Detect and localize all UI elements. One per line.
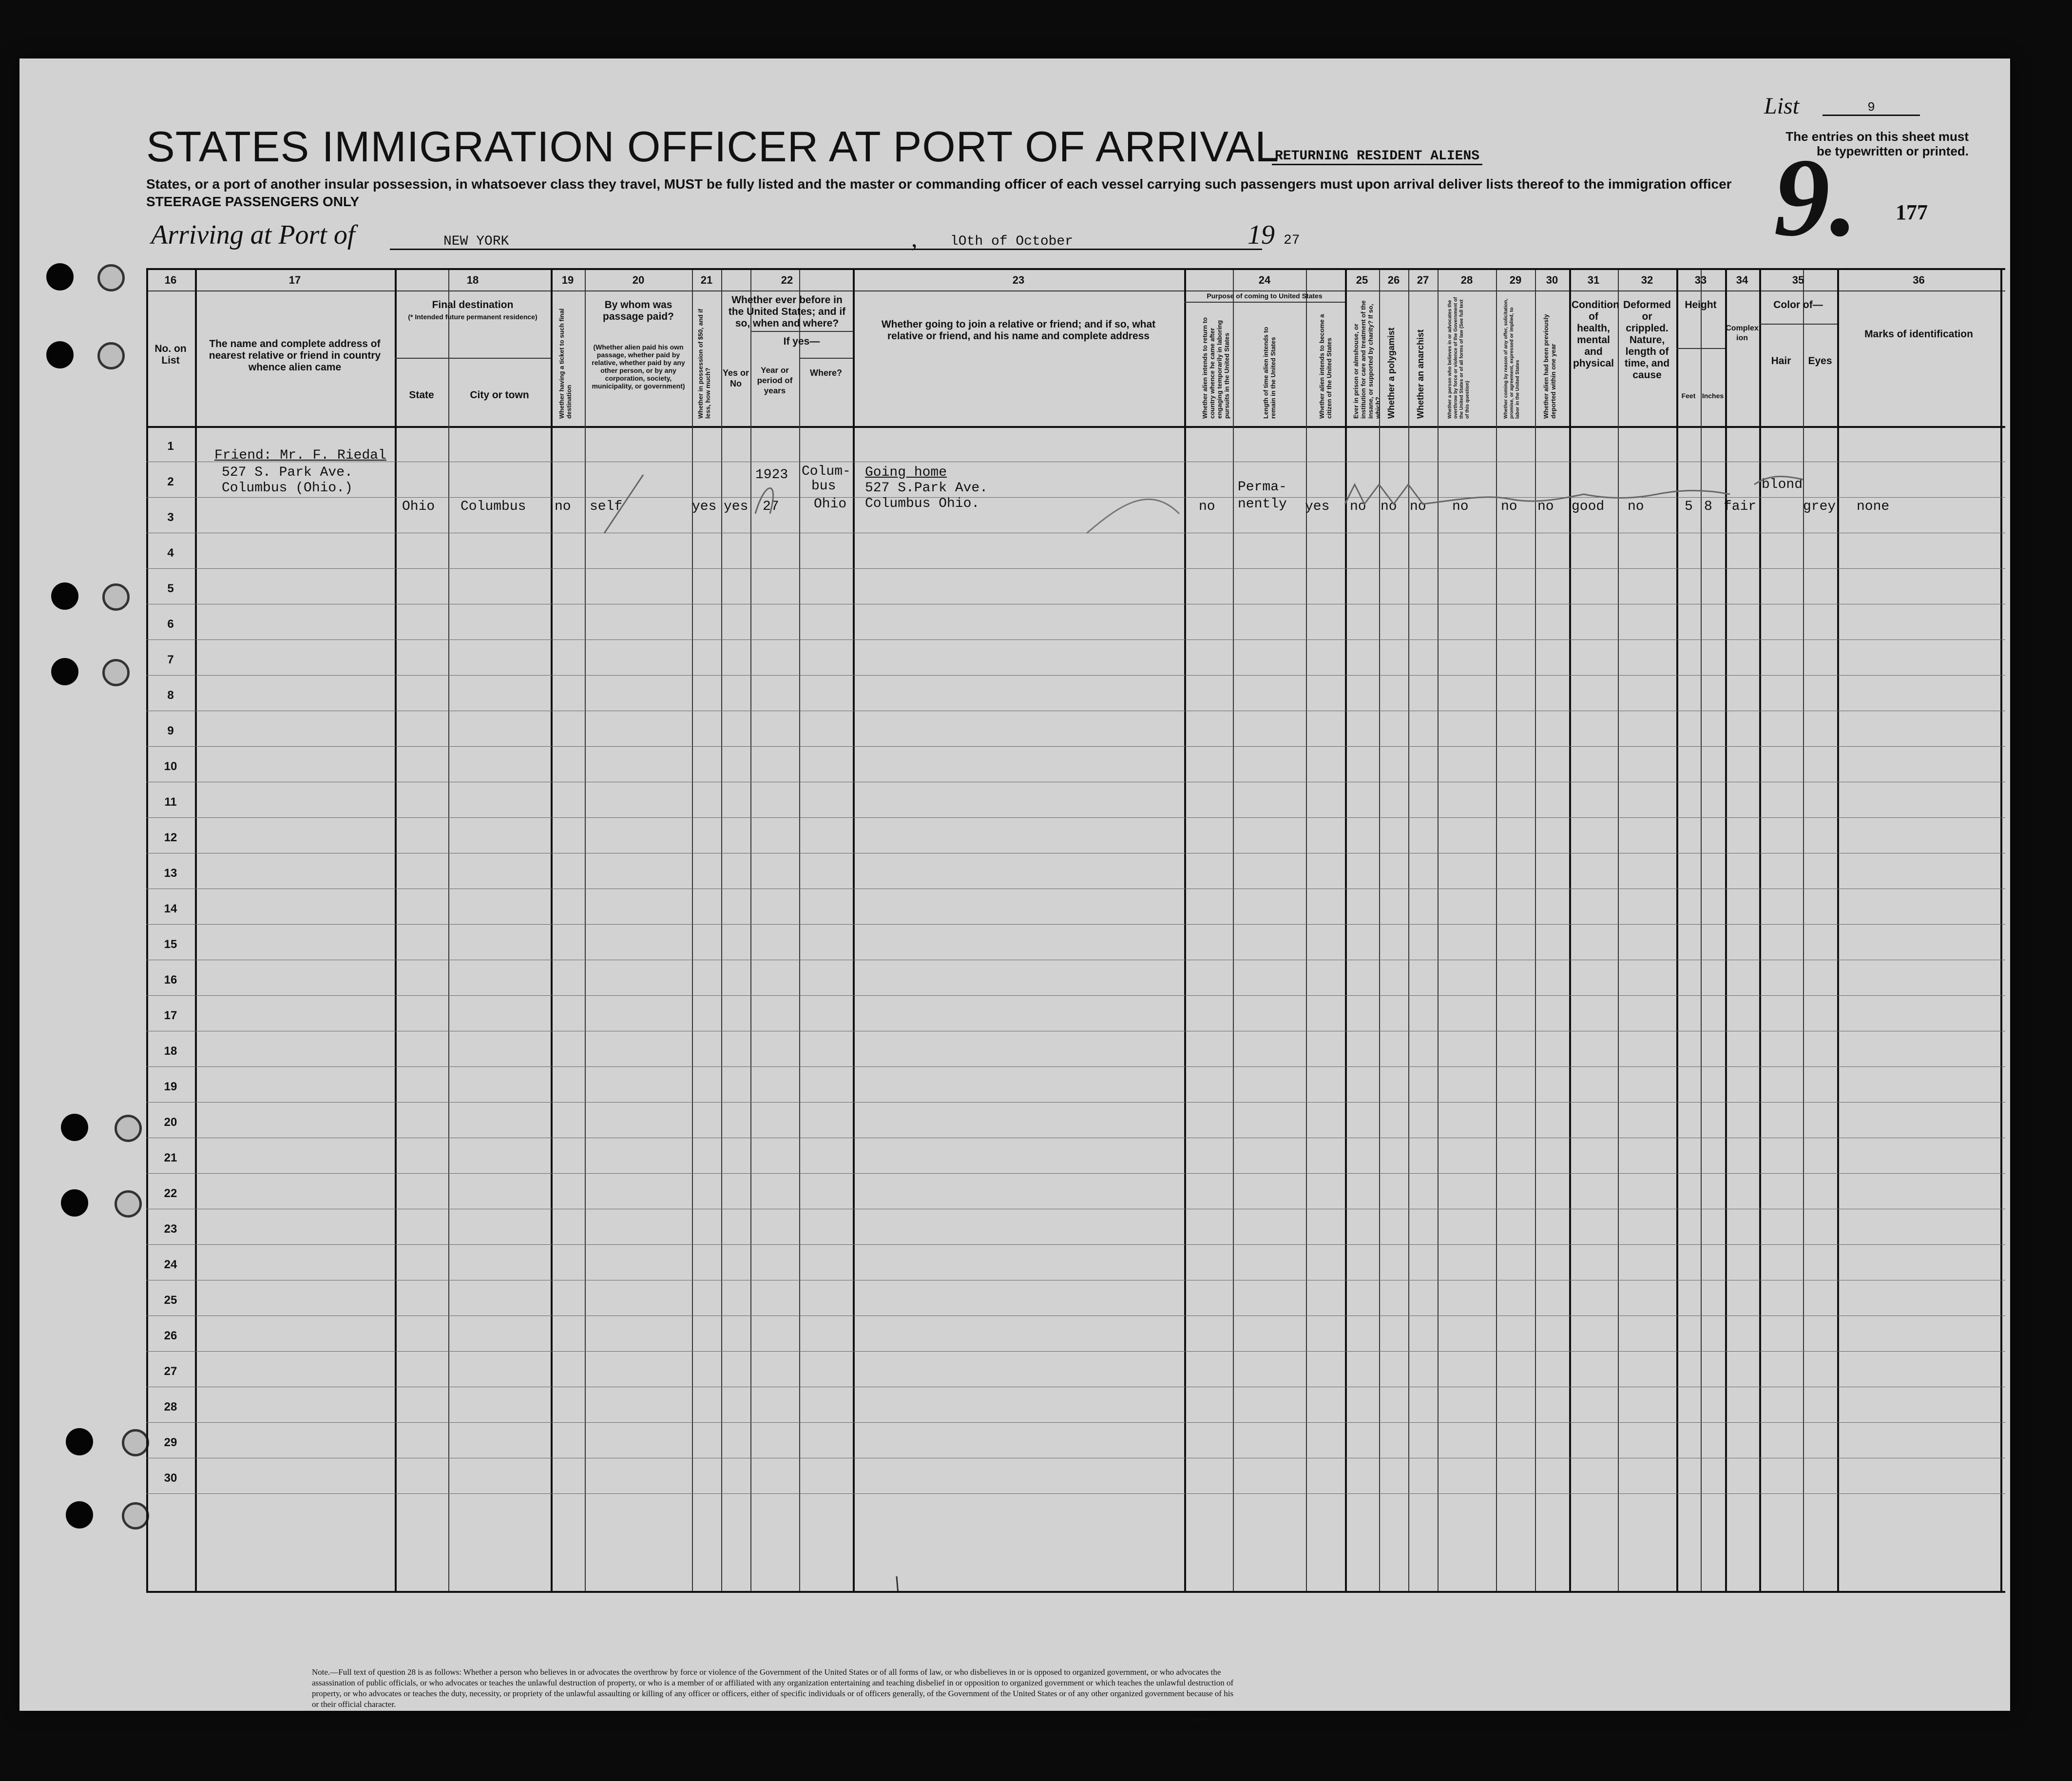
sheet-number: 177 <box>1896 200 1928 224</box>
reinforcement-ring <box>122 1429 149 1456</box>
colnum-27: 27 <box>1417 274 1429 286</box>
header-year: Year or period of years <box>757 366 793 395</box>
colnum-17: 17 <box>288 274 301 286</box>
deported-value: no <box>1537 499 1554 514</box>
header-anarchist: Whether an anarchist <box>1416 329 1425 419</box>
row-number: 22 <box>164 1187 177 1200</box>
before-where1: Colum- <box>802 464 851 479</box>
reinforcement-ring <box>115 1190 142 1218</box>
returning-resident-label: RETURNING RESIDENT ALIENS <box>1272 149 1482 165</box>
header-overthrow: Whether a person who believes in or advocates the overthrow by force or violence of the Government of the United States or of all forms of law (See full text of this question) <box>1447 297 1470 419</box>
header-hair: Hair <box>1771 355 1791 367</box>
colnum-29: 29 <box>1509 274 1522 286</box>
row-number: 25 <box>164 1294 177 1307</box>
row-number: 30 <box>164 1471 177 1485</box>
row-number: 3 <box>167 511 174 524</box>
year-suffix: 27 <box>1284 233 1300 248</box>
money-value: yes <box>692 499 717 514</box>
punch-hole <box>61 1189 88 1217</box>
footnote-question-28: Note.—Full text of question 28 is as follows: Whether a person who believes in or advocates the overthrow by force or violence of the Government of the United States or of all forms of law, or who disbelieves in or is opposed to organized government, or who advocates the assassination of public officials, or who advocates or teaches the unlawful destruction of property, or who is a member of or affiliated with any organization entertaining and teaching disbelief in or opposition to organized government or which teaches the unlawful destruction of property, or who advocates or teaches the duty, necessity, or propriety of the unlawful assaulting or killing of any officer or officers, either of specific individuals or of officers generally, of the Government of the United States or of any other organized government because of his or their official character. <box>312 1667 1234 1709</box>
colnum-18: 18 <box>466 274 479 286</box>
reinforcement-ring <box>97 264 125 291</box>
header-prison: Ever in prison or almshouse, or institution for care and treatment of the insane, or supported by charity? If so, which? <box>1352 300 1381 419</box>
hair-value: blond <box>1762 477 1803 492</box>
reinforcement-ring <box>97 342 125 369</box>
header-marks: Marks of identification <box>1864 329 1973 340</box>
colnum-26: 26 <box>1387 274 1400 286</box>
friend-line1: Friend: Mr. F. Riedal <box>214 448 386 463</box>
header-passage-note: (Whether alien paid his own passage, whether paid by relative, whether paid by any other person, or by any corporation, society, municipality, or government) <box>592 343 685 390</box>
row-number: 23 <box>164 1222 177 1236</box>
join-line3: Columbus Ohio. <box>865 496 980 511</box>
header-relative-address: The name and complete address of nearest relative or friend in country whence alien came <box>209 338 381 373</box>
colnum-28: 28 <box>1460 274 1473 286</box>
year-prefix: 19 <box>1247 220 1275 250</box>
row-number: 16 <box>164 973 177 987</box>
deformed-value: no <box>1628 499 1644 514</box>
eyes-value: grey <box>1803 499 1836 514</box>
before-year2: 27 <box>763 499 779 514</box>
return-temp-value: no <box>1199 499 1215 514</box>
overthrow-value: no <box>1452 499 1469 514</box>
row-number: 7 <box>167 653 174 666</box>
row-number: 15 <box>164 938 177 951</box>
pencil-annotations <box>146 270 2005 1591</box>
before-year1: 1923 <box>755 467 788 483</box>
colnum-35: 35 <box>1792 274 1804 286</box>
length-line2: nently <box>1238 497 1287 512</box>
row-number: 11 <box>164 795 177 809</box>
row-number: 27 <box>164 1365 177 1378</box>
header-purpose: Purpose of coming to United States <box>1207 292 1323 300</box>
colnum-31: 31 <box>1587 274 1600 286</box>
join-line2: 527 S.Park Ave. <box>865 481 988 496</box>
reinforcement-ring <box>115 1115 142 1142</box>
subtitle-line1: States, or a port of another insular possession, in whatsoever class they travel, MUST be fully listed and the master or commanding officer of each vessel carrying such passengers must upon arrival deliver lists thereof to the immigration officer <box>146 176 1732 192</box>
row-number: 9 <box>167 724 174 737</box>
colnum-16: 16 <box>164 274 177 286</box>
inches-value: 8 <box>1704 499 1712 514</box>
destination-city: Columbus <box>460 499 526 514</box>
colnum-33: 33 <box>1694 274 1707 286</box>
header-passage: By whom was passage paid? <box>603 299 674 322</box>
passage-value: self <box>590 499 623 514</box>
row-number: 24 <box>164 1258 177 1271</box>
row-number: 17 <box>164 1009 177 1022</box>
header-where: Where? <box>809 368 842 378</box>
header-final-destination-note: (* Intended future permanent residence) <box>408 313 537 321</box>
colnum-25: 25 <box>1356 274 1368 286</box>
header-no-on-list: No. on List <box>154 343 187 366</box>
friend-line2: 527 S. Park Ave. <box>222 465 353 480</box>
row-number: 20 <box>164 1116 177 1129</box>
join-line1: Going home <box>865 465 947 480</box>
punch-hole <box>51 582 78 610</box>
colnum-36: 36 <box>1913 274 1925 286</box>
health-value: good <box>1572 499 1605 514</box>
header-feet: Feet <box>1681 392 1696 400</box>
length-line1: Perma- <box>1238 480 1287 495</box>
row-number: 8 <box>167 689 174 702</box>
handwritten-list-mark: 9. <box>1774 135 1858 259</box>
colnum-34: 34 <box>1736 274 1748 286</box>
header-length-stay: Length of time alien intends to remain in the United States <box>1262 327 1277 419</box>
row-number: 13 <box>164 867 177 880</box>
row-number: 1 <box>167 440 174 453</box>
row-number: 19 <box>164 1080 177 1093</box>
row-number: 10 <box>164 760 177 773</box>
header-money: Whether in possession of $50, and if less, how much? <box>697 309 711 419</box>
manifest-table <box>146 268 2005 1593</box>
header-before-us: Whether ever before in the United States; and if so, when and where? <box>728 294 846 329</box>
header-offer: Whether coming by reason of any offer, solicitation, promise, or agreement, expressed or implied, to labor in the United States <box>1503 298 1520 419</box>
citizen-value: yes <box>1305 499 1330 514</box>
feet-value: 5 <box>1685 499 1693 514</box>
polygamist-value: no <box>1381 499 1397 514</box>
header-return-temp: Whether alien intends to return to country whence he came after engaging temporarily in laboring pursuits in the United States <box>1201 317 1230 419</box>
header-join-relative: Whether going to join a relative or friend; and if so, what relative or friend, and his name and complete address <box>881 319 1156 342</box>
reinforcement-ring <box>102 583 130 611</box>
subtitle-line2: STEERAGE PASSENGERS ONLY <box>146 194 360 209</box>
punch-hole <box>51 658 78 685</box>
header-health: Condition of health, mental and physical <box>1572 299 1619 369</box>
header-inches: Inches <box>1702 392 1724 400</box>
comma-separator: , <box>911 225 918 252</box>
colnum-22: 22 <box>781 274 793 286</box>
punch-hole <box>46 341 74 368</box>
row-number: 28 <box>164 1400 177 1413</box>
reinforcement-ring <box>102 659 130 686</box>
colnum-20: 20 <box>632 274 645 286</box>
row-number: 4 <box>167 546 174 560</box>
header-polygamist: Whether a polygamist <box>1386 327 1396 419</box>
row-number: 21 <box>164 1151 177 1164</box>
colnum-23: 23 <box>1012 274 1025 286</box>
header-yes-no: Yes or No <box>722 368 749 388</box>
before-where2: bus <box>811 479 836 494</box>
colnum-32: 32 <box>1641 274 1653 286</box>
friend-line3: Columbus (Ohio.) <box>222 481 353 496</box>
header-height: Height <box>1685 299 1717 310</box>
row-number: 6 <box>167 618 174 631</box>
header-if-yes: If yes— <box>783 336 820 347</box>
punch-hole <box>66 1501 93 1529</box>
anarchist-value: no <box>1410 499 1426 514</box>
punch-hole <box>46 263 74 290</box>
row-number: 14 <box>164 902 177 915</box>
punch-hole <box>66 1428 93 1455</box>
offer-value: no <box>1501 499 1517 514</box>
date-field: lOth of October <box>931 234 1262 250</box>
punch-hole <box>61 1114 88 1141</box>
form-code: 14—480 <box>1189 1716 1211 1723</box>
complexion-value: fair <box>1724 499 1757 514</box>
header-state: State <box>409 389 434 401</box>
list-number: 9 <box>1823 100 1920 116</box>
before-yesno-value: yes <box>724 499 748 514</box>
row-number: 26 <box>164 1329 177 1342</box>
destination-state: Ohio <box>402 499 435 514</box>
colnum-24: 24 <box>1258 274 1271 286</box>
ticket-value: no <box>555 499 571 514</box>
header-citizen: Whether alien intends to become a citizen of the United States <box>1318 314 1333 419</box>
header-final-destination: Final destination <box>432 299 514 310</box>
prison-value: no <box>1350 499 1366 514</box>
header-eyes: Eyes <box>1808 355 1832 367</box>
row-number: 5 <box>167 582 174 595</box>
page-title: STATES IMMIGRATION OFFICER AT PORT OF ARRIVAL <box>146 122 1280 171</box>
row-number: 29 <box>164 1436 177 1449</box>
header-deported: Whether alien had been previously deported within one year <box>1542 314 1557 419</box>
manifest-sheet <box>19 58 2010 1723</box>
port-field: NEW YORK <box>390 234 955 250</box>
marks-value: none <box>1857 499 1890 514</box>
colnum-30: 30 <box>1546 274 1558 286</box>
entries-note-line1: The entries on this sheet must <box>1785 129 1969 144</box>
header-ticket: Whether having a ticket to such final destination <box>558 308 573 419</box>
list-label: List <box>1764 93 1800 119</box>
row-number: 18 <box>164 1045 177 1058</box>
colnum-19: 19 <box>561 274 574 286</box>
entries-note-line2: be typewritten or printed. <box>1816 144 1969 158</box>
year-field <box>1247 219 1300 251</box>
arriving-label: Arriving at Port of <box>151 220 355 250</box>
colnum-21: 21 <box>700 274 713 286</box>
header-subtitle <box>146 175 1732 211</box>
header-complexion: Complexion <box>1726 324 1759 342</box>
row-number: 12 <box>164 831 177 844</box>
before-where3: Ohio <box>814 497 847 512</box>
reinforcement-ring <box>122 1502 149 1529</box>
row-number: 2 <box>167 475 174 488</box>
header-deformed: Deformed or crippled. Nature, length of time, and cause <box>1623 299 1671 381</box>
header-city: City or town <box>470 389 529 401</box>
header-color: Color of— <box>1773 299 1823 310</box>
